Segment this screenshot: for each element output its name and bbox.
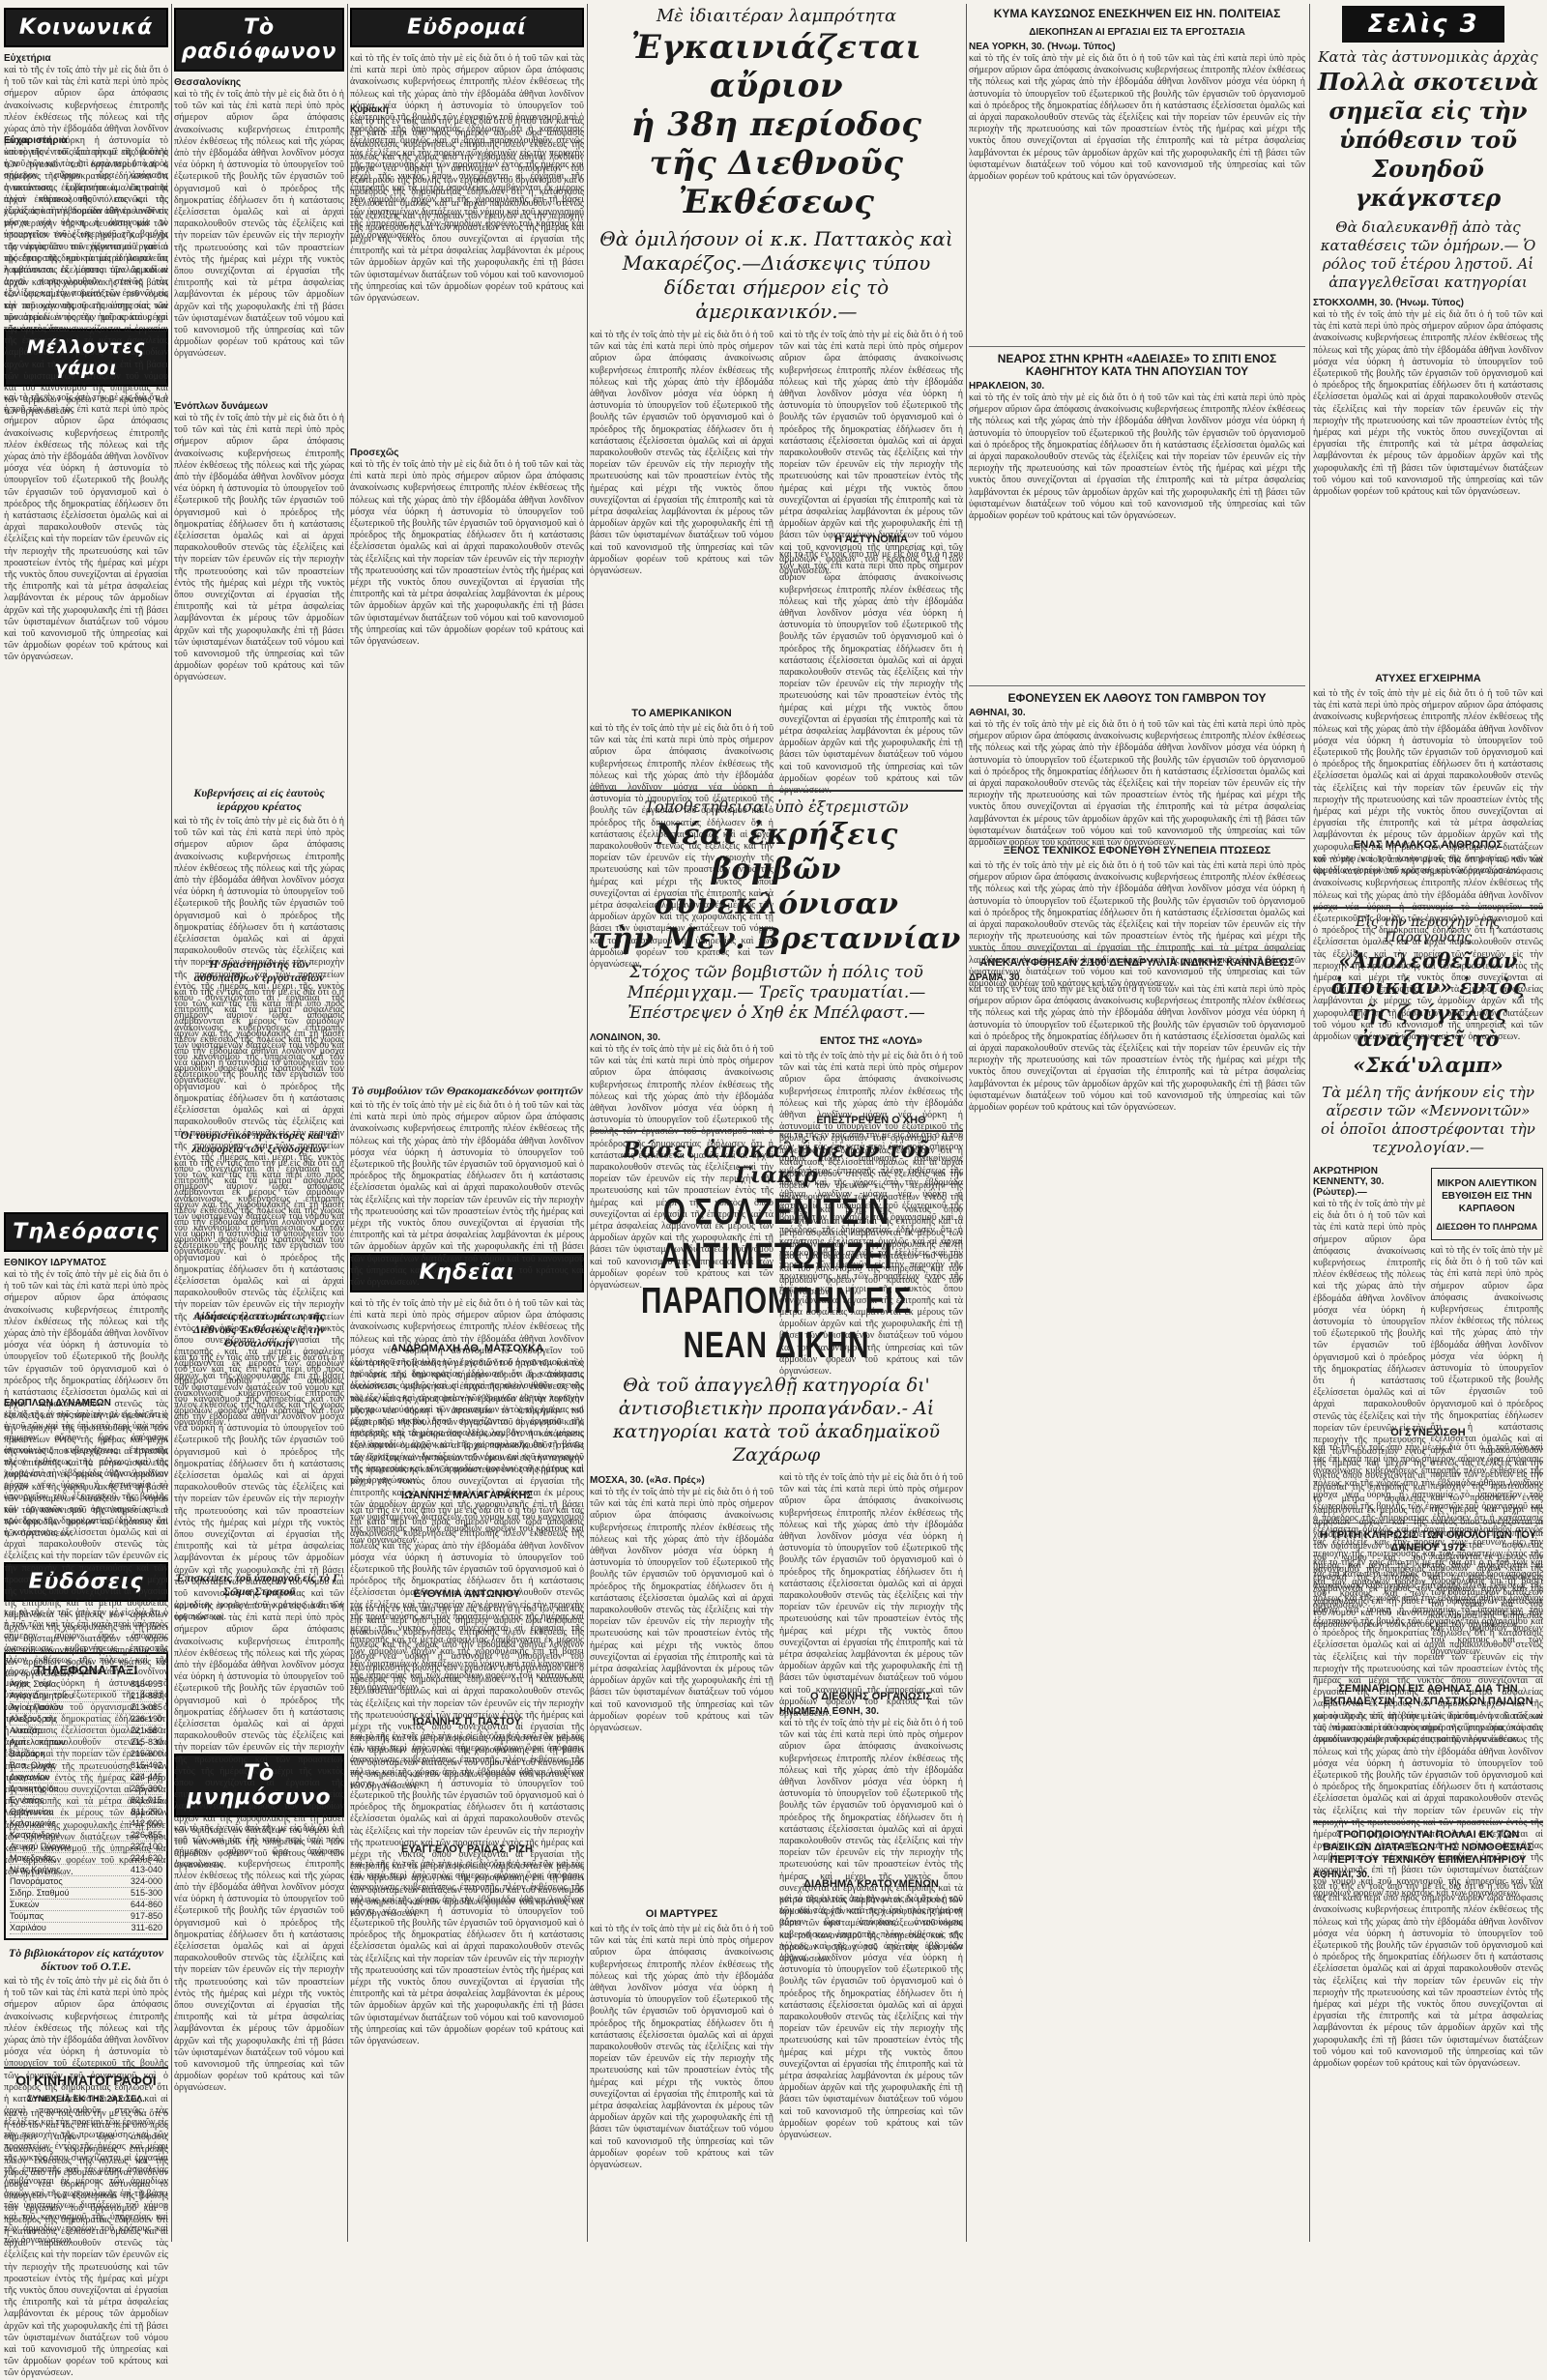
subheading: Οἱ τουριστικοὶ πράκτορες καὶ τὰ λεωφορεῖα τῶν ξενοδοχείων <box>180 1128 338 1155</box>
article-body <box>779 1718 963 1872</box>
obituary-body <box>350 1859 584 1936</box>
obituary-body <box>350 1298 584 1337</box>
taxi-phone-row <box>10 1876 162 1888</box>
subheading: ΔΙΕΚΟΠΗΣΑΝ ΑΙ ΕΡΓΑΣΙΑΙ ΕΙΣ ΤΑ ΕΡΓΟΣΤΑΣΙΑ <box>1029 27 1245 38</box>
section-banner-excursions: Εὐδρομαί <box>350 8 584 47</box>
article-col <box>1431 1163 1544 1421</box>
page-number-logo: Σελὶς 3 <box>1342 6 1504 43</box>
taxi-stand-name: Συκεών <box>10 1900 40 1909</box>
column-rule <box>966 4 967 2242</box>
headline-line: συνεκλόνισαν <box>654 887 899 921</box>
radio-listing <box>174 89 344 398</box>
radio-listing <box>174 413 344 780</box>
obituary-name: ΙΩΑΝΝΗΣ ΜΑΛΑΓΑΡΑΚΗΣ <box>400 1490 533 1501</box>
taxi-phone-number: 215-600 <box>130 1749 162 1758</box>
taxi-stand-name: Αγίου Παύλου <box>10 1702 64 1712</box>
article-columns <box>590 1472 963 2214</box>
taxi-phone-row <box>10 1923 162 1934</box>
article-col <box>590 1472 774 2214</box>
article-col <box>1313 1163 1426 1421</box>
headline-line: τῆς Διεθνοῦς Ἐκθέσεως <box>649 144 904 221</box>
taxi-stand-name: Αλκαζάρ <box>10 1726 43 1735</box>
section-title: Εὐχετήρια <box>4 53 51 64</box>
article-body <box>350 1100 584 1245</box>
headline-line: ΠΑΡΑΠΟΜΠΗΝ ΕΙΣ ΝΕΑΝ ΔΙΚΗΝ <box>640 1281 913 1366</box>
section-title: Κυριακή <box>350 104 389 115</box>
taxi-phone-row <box>10 1900 162 1911</box>
story-headline: «Ἀπολεσθεῖσαν ἀποικίαν» ἐντὸς τῆς ζούγκλας ἀναζητεῖ τὸ «Σκά'υλαμπ» <box>1330 948 1526 1077</box>
article-body <box>1313 855 1543 903</box>
subheading: ΟΙ ΜΑΡΤΥΡΕΣ <box>645 1908 718 1920</box>
article-col <box>779 330 963 786</box>
section-title: Ἐνόπλων δυνάμεων <box>174 401 269 412</box>
story-headline: ΚΥΜΑ ΚΑΥΣΩΝΟΣ ΕΝΕΣΚΗΨΕΝ ΕΙΣ ΗΝ. ΠΟΛΙΤΕΙΑΣ <box>993 7 1281 20</box>
dateline: ΛΟΝΔΙΝΟΝ, 30. <box>590 1032 661 1043</box>
headline-kicker: Εἰς τὴν περιοχὴν τῆς Παραγουάης <box>1356 914 1501 945</box>
section-banner-social: Κοινωνικά <box>4 8 168 47</box>
article-body <box>1313 1442 1543 1520</box>
column-radio <box>174 0 344 2246</box>
headline-deck: Τὰ μέλη τῆς ἀνήκουν εἰς τὴν αἵρεσιν τῶν «Μεννονιτῶν» οἱ ὁποῖοι ἀποστρέφονται τὴν τεχνολογίαν.— <box>1321 1084 1535 1156</box>
subheading: ΕΝΑΣ ΜΑΛΑΚΟΣ ΑΝΘΡΩΠΟΣ <box>1353 839 1503 851</box>
article-body <box>590 330 774 702</box>
subheading: Ἡ δραστηριότης τῶν αὐθυπαίθρων ἐργοστασίων <box>193 957 325 984</box>
taxi-phone-number: 644-860 <box>130 1900 162 1909</box>
story-headline: Η ΤΡΙΤΗ ΚΛΗΡΩΣΙΣ ΤΩΝ ΟΜΟΛΟΓΙΩΝ ΤΟΥ ΔΑΝΕΙΟΥ 1972 <box>1319 1529 1537 1553</box>
article-col <box>779 1472 963 2214</box>
article-body <box>174 816 344 951</box>
headline-deck: Θὰ διαλευκανθῇ ἀπὸ τὰς καταθέσεις τῶν ὁμήρων.— Ὁ ρόλος τοῦ ἑτέρου λῃστοῦ. Αἱ ἀπαγγελθεῖσαι κατηγορίαι <box>1320 218 1536 291</box>
dateline: ΗΡΑΚΛΕΙΟΝ, 30. <box>969 381 1045 392</box>
column-solzhenitsyn-story <box>590 1126 963 2246</box>
headline-kicker: Μὲ ἰδιαιτέραν λαμπρότητα <box>656 6 897 26</box>
obituary-body <box>350 1731 584 1838</box>
article-body <box>1431 1245 1544 1409</box>
column-lead-story <box>590 0 963 1126</box>
taxi-stand-name: Σιδηρ. Σταθμού <box>10 1888 70 1898</box>
taxi-phone-number: 815-402 <box>130 1760 162 1770</box>
obituary-name: ΕΥΑΓΓΕΛΟΥ ΡΑΙΔΑΣ ΡΙΖΗ <box>401 1843 533 1855</box>
subheading: Αἰδήσεις ἐλαττωμάτων τῆς Διεθνοῦς Ἐκθέσεως εἰς τὴν Θεσσαλονίκην <box>192 1309 326 1350</box>
section-title: Προσεχῶς <box>350 448 399 458</box>
headline-kicker: Κατὰ τὰς ἀστυνομικὰς ἀρχὰς <box>1318 48 1538 66</box>
taxi-phone-number: 215-830 <box>130 1737 162 1747</box>
article-body <box>1313 1557 1543 1673</box>
taxi-phone-number: 235-300 <box>130 1784 162 1793</box>
taxi-stand-name: Αγίου Δημητρίου <box>10 1691 74 1700</box>
news-box <box>1431 1168 1544 1240</box>
cinema-title: ΟΙ ΚΙΝΗΜΑΤΟΓΡΑΦΟΙ <box>15 2073 157 2088</box>
article-body <box>779 330 963 528</box>
taxi-stand-name: Θεαγενείου <box>10 1807 54 1816</box>
story-headline: ΕΦΟΝΕΥΣΕΝ ΕΚ ΛΑΘΟΥΣ ΤΟΝ ΓΑΜΒΡΟΝ ΤΟΥ <box>1007 691 1267 705</box>
dateline: ΣΤΟΚΧΟΛΜΗ, 30. (Ἡνωμ. Τύπος) <box>1313 298 1464 308</box>
story-headline: ΞΕΝΟΣ ΤΕΧΝΙΚΟΣ ΕΦΟΝΕΥΘΗ ΣΥΝΕΠΕΙΑ ΠΤΩΣΕΩΣ <box>1003 845 1271 856</box>
section-banner-tv: Τηλεόρασις <box>4 1212 168 1252</box>
taxi-phone-number: 224-445 <box>130 1772 162 1782</box>
subheading: ΕΠΕΣΤΡΕΨΕΝ Ο ΧΗΘ <box>816 1115 926 1126</box>
taxi-phone-number: 226-190 <box>130 1714 162 1724</box>
taxi-phone-row <box>10 1911 162 1923</box>
article-body <box>4 65 168 132</box>
article-body <box>1313 688 1543 833</box>
cinema-subtitle: ΣΥΝΕΧΕΙΑ ΕΚ ΤΗΣ 2ΑΣ ΣΕΛ. <box>27 2094 145 2104</box>
article-body <box>969 860 1305 947</box>
taxi-stand-name: Αμπελοκήπων <box>10 1737 66 1747</box>
dateline: ΑΘΗΝΑΙ, 30. <box>969 708 1026 718</box>
subheading: ΔΙΕΣΩΘΗ ΤΟ ΠΛΗΡΩΜΑ <box>1436 1222 1538 1232</box>
dateline: ΑΚΡΩΤΗΡΙΟΝ ΚΕΝΝΕΝΤΥ, 30. (Ρώυτερ).— <box>1313 1166 1385 1198</box>
tv-channel-title: ΕΝΟΠΛΩΝ ΔΥΝΑΜΕΩΝ <box>4 1398 111 1408</box>
taxi-stand-name: Λευκού Πύργου <box>10 1842 71 1851</box>
section-banner-radio: Τὸ ραδιόφωνον <box>174 8 344 72</box>
headline-deck: Θὰ ὁμιλήσουν οἱ κ.κ. Παττακὸς καὶ Μακαρέζος.—Διάσκεψις τύπου δίδεται σήμερον εἰς τὸ ἀμερικανικόν.— <box>599 227 953 323</box>
dateline: ΗΝΩΜΕΝΑ ΕΘΝΗ, 30. <box>779 1706 880 1717</box>
article-body <box>1313 309 1543 667</box>
taxi-phone-number: 213-085 <box>130 1702 162 1712</box>
taxi-phone-number: 413-040 <box>130 1865 162 1874</box>
dateline: ΑΘΗΝΑΙ, 30. <box>1313 1870 1370 1880</box>
taxi-stand-name: Χαριλάου <box>10 1923 46 1932</box>
story-headline: ΤΡΟΠΟΠΟΙΟΥΝΤΑΙ ΠΟΛΛΑΙ ΕΚ ΤΩΝ ΒΑΣΙΚΩΝ ΔΙΑΤΑΞΕΩΝ ΤΗΣ ΝΟΜΟΘΕΣΙΑΣ ΠΕΡΙ ΤΟΥ ΤΕΧΝΙΚΟΥ ΕΠΙΜΕΛΗΤΗΡΙΟΥ <box>1323 1829 1533 1866</box>
taxi-phone-number: 821-015 <box>130 1795 162 1805</box>
subheading: ΤΟ ΑΜΕΡΙΚΑΝΙΚΟΝ <box>631 708 732 719</box>
taxi-stand-name: Βαρδάρη <box>10 1749 45 1758</box>
taxi-phone-number: 221-580 <box>130 1726 162 1735</box>
article-body <box>174 1601 344 1746</box>
cinema-listing <box>4 2108 168 2302</box>
headline-line: Ἐγκαινιάζεται αὔριον <box>630 28 922 105</box>
taxi-phone-number: 815-995 <box>130 1679 162 1689</box>
column-news-briefs <box>969 0 1305 2246</box>
subheading: Κυβερνήσεις αἱ εἰς ἑαυτοὺς ἱεράρχου κρέατος <box>193 786 325 813</box>
article-col <box>590 330 774 786</box>
taxi-stand-name: Πανοράματος <box>10 1876 63 1886</box>
subheading: Η ΑΣΤΥΝΟΜΙΑ <box>834 534 908 545</box>
article-body <box>969 392 1305 682</box>
obituary-body <box>350 1505 584 1582</box>
headline-line: Νέαι ἐκρήξεις βομβῶν <box>655 818 898 886</box>
story-headline: ΣΕΜΙΝΑΡΙΟΝ ΕΙΣ ΑΘΗΝΑΣ ΔΙΑ ΤΗΝ ΕΚΠΑΙΔΕΥΣΙΝ ΤΩΝ ΣΠΑΣΤΙΚΩΝ ΠΑΙΔΙΩΝ <box>1323 1683 1533 1707</box>
column-social <box>4 0 168 2246</box>
headline-line: τὴν Μεγ. Βρεταννίαν <box>592 922 961 956</box>
section-title: Θεσσαλονίκης <box>174 77 242 88</box>
taxi-stand-name: Διοικητηρίου <box>10 1784 59 1793</box>
column-rule <box>347 4 348 2242</box>
taxi-stand-name: Τούμπας <box>10 1911 44 1921</box>
headline-kicker: Τοποθετήθεισαι ὑπὸ ἐξτρεμιστῶν <box>644 798 909 816</box>
subheading: Ο ΔΙΕΘΝΗΣ ΟΡΓΑΝΩΣΙΣ <box>810 1691 932 1702</box>
taxi-phone-number: 226-855 <box>130 1830 162 1840</box>
article-body <box>779 1894 963 2184</box>
article-body <box>969 719 1305 835</box>
obituary-body <box>350 1604 584 1710</box>
headline-deck: Στόχος τῶν βομβιστῶν ἡ πόλις τοῦ Μπέρμιγχαμ.— Τρεῖς τραυματίαι.— Ἐπέστρεψεν ὁ Χηθ ἐκ Μπέλφαστ.— <box>627 963 926 1023</box>
taxi-phone-number: 227-100 <box>130 1842 162 1851</box>
article-body <box>4 147 168 321</box>
taxi-phone-number: 214-883 <box>130 1691 162 1700</box>
tv-listing <box>4 1269 168 1395</box>
story-headline: ΑΝΕΚΑΛΥΦΘΗΣΑΝ 2.100 ΔΕΝΔΡΥΛΛΙΑ ΙΝΔΙΚΗΣ ΚΑΝΝΑΒΕΩΣ <box>979 957 1295 969</box>
article-body <box>4 1976 168 2063</box>
taxi-stand-name: Αλεξάνδρου <box>10 1714 57 1724</box>
headline-kicker: Βάσει ἀποκαλύψεων τοῦ Γιακίρ <box>623 1138 930 1188</box>
subheading: Τὸ βιβλιοκάτορον εἰς κατάχυτον δίκτυον τοῦ Ο.Τ.Ε. <box>8 1946 164 1973</box>
story-headline: ΝΕΑΡΟΣ ΣΤΗΝ ΚΡΗΤΗ «ΑΔΕΙΑΣΕ» ΤΟ ΣΠΙΤΙ ΕΝΟΣ ΚΑΘΗΓΗΤΟΥ ΚΑΤΑ ΤΗΝ ΑΠΟΥΣΙΑΝ ΤΟΥ <box>997 352 1277 378</box>
taxi-stand-name: Νέας Κρήνης <box>10 1865 61 1874</box>
taxi-stand-name: Αγίας Σοφίας <box>10 1679 61 1689</box>
taxi-stand-name: Βασ. Ολγας <box>10 1760 56 1770</box>
article-body <box>779 1051 963 1109</box>
dateline: ΜΟΣΧΑ, 30. («Ἀσ. Πρές») <box>590 1475 705 1486</box>
subheading: ΟΙ ΣΥΝΕΧΙΣΘΗ <box>1390 1427 1466 1438</box>
column-rule <box>587 4 588 2242</box>
taxi-stand-name: Διαγωνίου <box>10 1772 50 1782</box>
column-rule <box>1309 4 1310 2242</box>
taxi-stand-name: Κασσάνδρου <box>10 1830 60 1840</box>
column-rule <box>171 4 172 2242</box>
article-body <box>174 987 344 1122</box>
taxi-phone-number: 917-850 <box>130 1911 162 1921</box>
article-body <box>174 1158 344 1303</box>
taxi-phone-number: 324-000 <box>130 1876 162 1886</box>
obituary-name: ΙΩΑΝΝΗΣ Π. ΠΑΣΤΟΥ <box>413 1716 521 1727</box>
article-body <box>590 1487 774 1902</box>
column-excursions <box>350 0 584 2246</box>
article-body <box>1313 1711 1543 1817</box>
article-body <box>969 984 1305 1893</box>
excursion-listing <box>350 116 584 445</box>
excursion-listing <box>350 459 584 1078</box>
taxi-phone-number: 224-620 <box>130 1853 162 1863</box>
subheading: Τὸ συμβούλιον τῶν Θρακομακεδόνων φοιτητῶν <box>351 1084 583 1097</box>
article-body <box>779 549 963 786</box>
taxi-phone-number: 311-620 <box>131 1923 162 1932</box>
subheading: ΔΙΑΒΗΜΑ ΚΡΑΤΟΥΜΕΝΩΝ <box>803 1878 939 1890</box>
taxi-stand-name: Εγνατίας <box>10 1795 44 1805</box>
obituary-name: ΕΥΘΥΜΙΑ ΑΝΤΩΝΙΟΥ <box>413 1588 521 1600</box>
dateline: ΝΕΑ ΥΟΡΚΗ, 30. (Ἡνωμ. Τύπος) <box>969 42 1116 52</box>
taxi-phones-title: ΤΗΛΕΦΩΝΑ ΤΑΞΙ <box>34 1663 138 1677</box>
article-body <box>779 1472 963 1685</box>
article-body <box>4 392 168 1205</box>
subheading: Ἐπισκέψεις τοῦ ὑπουργοῦ εἰς τὸ Γ' Σῶμα Στρατοῦ <box>175 1571 343 1598</box>
taxi-stand-name: Μακεδονίας <box>10 1853 56 1863</box>
article-body <box>350 53 584 102</box>
subheading: ΕΝΤΟΣ ΤΗΣ «ΛΟΥΔ» <box>819 1035 923 1047</box>
article-body <box>1313 1199 1426 1421</box>
story-headline: Πολλὰ σκοτεινὰ σημεῖα εἰς τὴν ὑπόθεσιν τοῦ Σουηδοῦ γκάγκστερ <box>1317 68 1539 212</box>
article-body <box>1313 1881 1543 2171</box>
headline-line: Ο ΣΟΛΖΕΝΙΤΣΙΝ ΑΝΤΙΜΕΤΩΠΙΖΕΙ <box>659 1192 893 1277</box>
article-body <box>4 1608 168 1646</box>
article-body <box>590 723 774 781</box>
dateline: ΔΡΑΜΑ, 30. <box>969 972 1023 983</box>
obituary-name: ΑΝΔΡΟΜΑΧΗ ΑΘ. ΜΑΤΣΟΥΚΑ <box>390 1343 544 1354</box>
tv-listing <box>4 1409 168 1554</box>
article-body <box>969 53 1305 343</box>
subheading: ΑΤΥΧΕΣ ΕΓΧΕΙΡΗΜΑ <box>1375 673 1481 684</box>
section-title: Εὐχαριστήρια <box>4 135 68 146</box>
headline-line: ἡ 38η περίοδος <box>630 105 922 144</box>
taxi-phone-number: 515-300 <box>130 1888 162 1898</box>
article-body <box>174 1352 344 1565</box>
obituary-body <box>350 1358 584 1484</box>
section-banner-weddings: Μέλλοντες γάμοι <box>4 329 168 387</box>
section-banner-memorial: Τὸ μνημόσυνο <box>174 1754 344 1817</box>
article-columns <box>590 330 963 786</box>
headline-deck: Θὰ τοῦ ἀπαγγελθῇ κατηγορία δι' ἀντισοβιετικὴν προπαγάνδαν.- Αἱ κατηγορίαι κατὰ τοῦ ἀκαδημαϊκοῦ Ζαχάρωφ <box>612 1375 941 1466</box>
taxi-phone-row <box>10 1888 162 1900</box>
section-banner-departures: Εὐδόσεις <box>4 1562 168 1602</box>
taxi-phone-number: 412-000 <box>130 1818 162 1828</box>
section-banner-funerals: Κηδεῖαι <box>350 1253 584 1292</box>
taxi-stand-name: Καλαμαριάς <box>10 1818 56 1828</box>
article-body <box>590 1924 774 2214</box>
tv-channel-title: ΕΘΝΙΚΟΥ ΙΔΡΥΜΑΤΟΣ <box>4 1258 106 1268</box>
taxi-phone-number: 811-290 <box>131 1807 162 1816</box>
column-front-right <box>1313 0 1543 2246</box>
story-headline: ΜΙΚΡΟΝ ΑΛΙΕΥΤΙΚΟΝ ΕΒΥΘΙΣΘΗ ΕΙΣ ΤΗΝ ΚΑΡΠΑΘΟΝ <box>1437 1178 1537 1214</box>
article-columns <box>1313 1163 1543 1421</box>
article-body <box>174 1823 344 2036</box>
